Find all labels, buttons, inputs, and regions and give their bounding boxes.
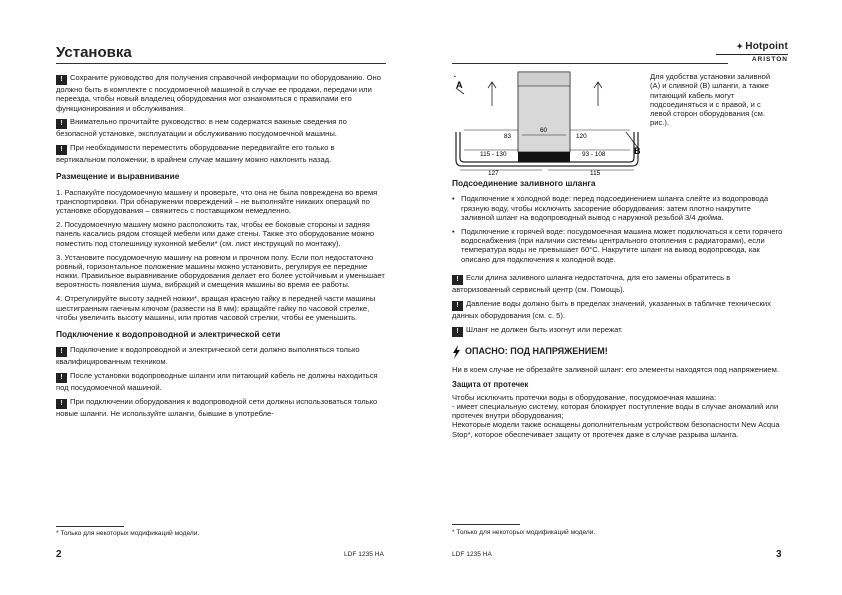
- danger-heading: [452, 345, 784, 359]
- section-heading-connection: Подключение к водопроводной и электрической сети: [56, 329, 281, 340]
- installation-diagram: [452, 68, 648, 176]
- warning-icon: !: [56, 347, 67, 357]
- footnote-rule-right: [452, 524, 520, 525]
- warning-icon: !: [56, 75, 67, 85]
- page-number-right: 3: [776, 549, 782, 560]
- warning-3: ! При необходимости переместить оборудование передвигайте его только в вертикальном положении, в крайнем случае машину можно наклонить назад.: [56, 143, 335, 165]
- warning-icon: !: [452, 275, 463, 285]
- footnote-right: * Только для некоторых модификаций модели.: [452, 529, 596, 536]
- dim-115-130: 115 - 130: [480, 151, 507, 158]
- dim-120: 120: [576, 133, 587, 140]
- danger-text: Ни в коем случае не обрезайте заливной шланг: его элементы находятся под напряжением.: [452, 364, 779, 374]
- page-number-left: 2: [56, 549, 62, 560]
- bullet-hot-water: • Подключение к горячей воде: посудомоечная машина может подключаться к сети горячего водоснабжения (при наличии системы центрального отопления с радиаторами), если температура воды не превышает 60°С. Накрутите шланг на вывод водопровода, как описано для подключения к холодной воде.: [452, 227, 784, 264]
- model-left: LDF 1235 HA: [344, 551, 384, 558]
- leak-item-2: Некоторые модели также оснащены дополнительным устройством безопасности New Acqua Stop*, которое обеспечивает защиту от протечек даже в случае разрыва шланга.: [452, 420, 780, 439]
- diagram-label-a: A: [456, 80, 463, 90]
- section-heading-placement: Размещение и выравнивание: [56, 171, 180, 182]
- left-column: [56, 73, 386, 423]
- warning-icon: !: [452, 327, 463, 337]
- brand-sub: ARISTON: [716, 54, 788, 63]
- leak-item-1: - имеет специальную систему, которая блокирует поступление воды в случае аномалий или протечек внутри оборудования;: [452, 401, 779, 421]
- diagram-caption: Для удобства установки заливной (А) и сливной (В) шланги, а также питающий кабель могут подсоединяться и с правой, и с левой сторон оборудования (см. рис.).: [650, 72, 771, 128]
- dim-60: 60: [540, 127, 548, 134]
- warning-icon: !: [452, 301, 463, 311]
- section-heading-leak: Защита от протечек: [452, 380, 529, 390]
- warning-icon: !: [56, 119, 67, 129]
- placement-step-4: 4. Отрегулируйте высоту задней ножки*, вращая красную гайку в передней части машины шестигранным гаечным ключом (развести на 8 мм): вращайте гайку по часовой стрелке, чтобы увеличить высоту машины, или против часовой стрелки, чтобы ее уменьшить.: [56, 294, 376, 322]
- connection-warning-2: ! После установки водопроводные шланги или питающий кабель не должны находиться под посудомоечной машиной.: [56, 371, 378, 393]
- brand-name: Hotpoint: [745, 41, 788, 52]
- leak-text: Чтобы исключить протечки воды в оборудование, посудомоечная машина:: [452, 392, 717, 402]
- warning-1: ! Сохраните руководство для получения справочной информации по оборудованию. Оно должно быть в комплекте с посудомоечной машиной в случае ее продажи, передачи или переезда, чтобы новый владелец оборудования мог ознакомиться с правилами его функционирования и обслуживания.: [56, 73, 381, 113]
- hose-warning-3: ! Шланг не должен быть изогнут или пережат.: [452, 325, 784, 337]
- lightning-icon: [452, 345, 461, 359]
- hose-warning-2: ! Давление воды должно быть в пределах значений, указанных в табличке технических данных оборудования (см. с. 5).: [452, 299, 771, 321]
- model-right: LDF 1235 HA: [452, 551, 492, 558]
- section-heading-inlet-hose: Подсоединение заливного шланга: [452, 178, 596, 188]
- svg-text:▪: ▪: [454, 74, 456, 80]
- warning-icon: !: [56, 399, 67, 409]
- page-title: Установка: [56, 44, 132, 61]
- placement-step-3: 3. Установите посудомоечную машину на ровном и прочном полу. Если пол недостаточно ровный, горизонтальное положение машины можно установить, регулируя ее передние ножки. Правильное выравнивание оборудования делает его более устойчивым и уменьшает вероятность появления шума, вибраций и смещения машины во время ее работы.: [56, 252, 385, 290]
- diagram-label-b: B: [634, 146, 641, 156]
- footnote-left: * Только для некоторых модификаций модели.: [56, 530, 200, 537]
- warning-2: ! Внимательно прочитайте руководство: в нем содержатся важные сведения по безопасной установке, эксплуатации и обслуживанию посудомоечной машины.: [56, 117, 347, 139]
- warning-icon: !: [56, 145, 67, 155]
- bullet-cold-water: • Подключение к холодной воде: перед подсоединением шланга слейте из водопровода грязную воду, чтобы исключить засорение оборудования: затем плотно накрутите заливной шланг на водопроводный вывод с наружной резьбой 3/4 дюйма.: [452, 194, 784, 222]
- warning-icon: !: [56, 373, 67, 383]
- placement-step-1: 1. Распакуйте посудомоечную машину и проверьте, что она не была повреждена во время транспортировки. При обнаружении повреждений – не выполняйте никаких операций по установке оборудования – свяжитесь с поставщиком немедленно.: [56, 187, 378, 216]
- brand-mark-icon: ✦: [736, 42, 744, 51]
- title-rule-right: [452, 63, 728, 64]
- right-column: [452, 179, 784, 439]
- footnote-rule-left: [56, 526, 124, 527]
- placement-step-2: 2. Посудомоечную машину можно расположить так, чтобы ее боковые стороны и задняя панель касались рядом стоящей мебели или даже стены. Также это оборудование можно поместить под столешницу кухонной мебели* (см. лист инструкций по монтажу).: [56, 220, 375, 248]
- dim-93-108: 93 - 108: [582, 151, 606, 158]
- dim-115: 115: [590, 170, 601, 176]
- dim-127: 127: [488, 170, 499, 176]
- hose-warning-1: ! Если длина заливного шланга недостаточна, для его замены обратитесь в авторизованный сервисный центр (см. Помощь).: [452, 273, 731, 295]
- brand-logo: [716, 41, 788, 63]
- danger-title: ОПАСНО: ПОД НАПРЯЖЕНИЕМ!: [465, 346, 608, 357]
- title-rule-left: [56, 63, 386, 64]
- connection-warning-1: ! Подключение к водопроводной и электрической сети должно выполняться только квалифицированным техником.: [56, 345, 360, 367]
- dim-83: 83: [504, 133, 512, 140]
- connection-warning-3: ! При подключении оборудования к водопроводной сети должны использоваться только новые шланги. Не используйте шланги, бывшие в употребле-: [56, 397, 378, 419]
